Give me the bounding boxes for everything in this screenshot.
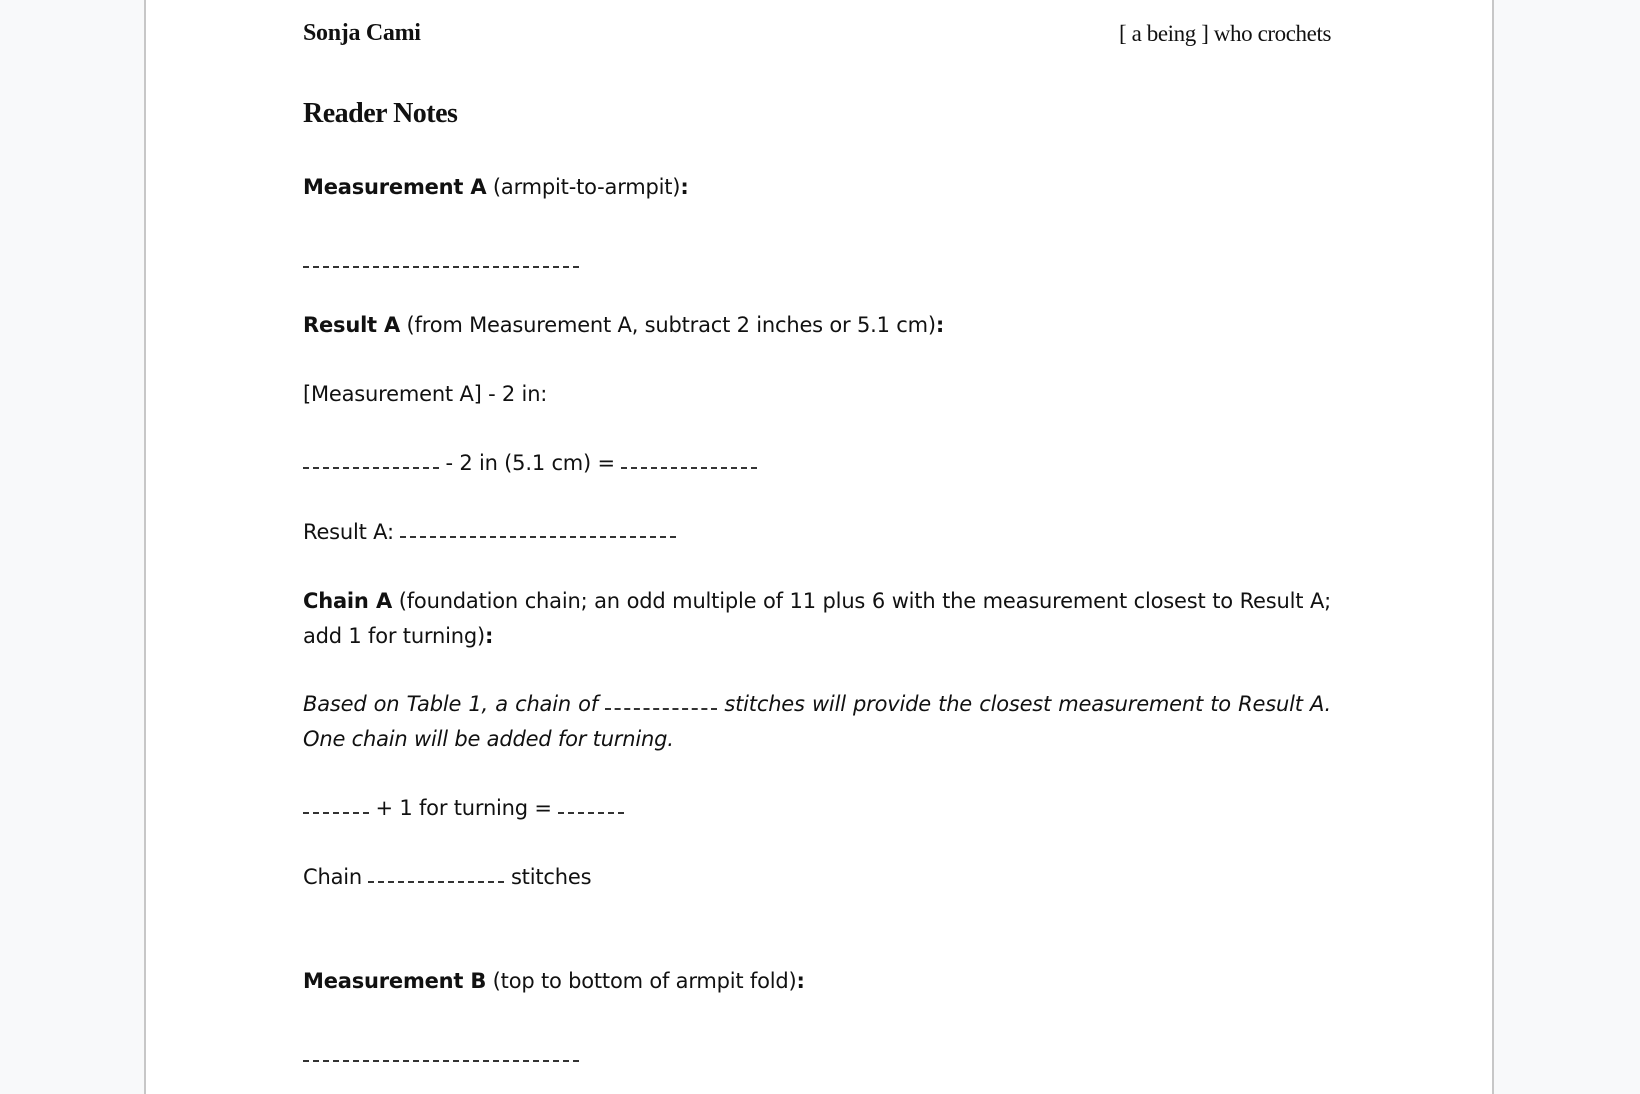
result-a-label: Result A	[303, 313, 401, 337]
measurement-a-label: Measurement A	[303, 175, 487, 199]
measurement-b-field-row	[303, 1039, 1331, 1074]
chain-a-desc: (foundation chain; an odd multiple of 11 plus 6 with the measurement closest to Result A; add 1 for turning)	[303, 589, 1331, 648]
measurement-b-blank[interactable]	[303, 1060, 579, 1062]
formula-mid-text: - 2 in (5.1 cm) =	[439, 451, 622, 475]
turning-row	[303, 791, 1331, 826]
chain-a-heading	[303, 584, 1331, 654]
turning-output-blank[interactable]	[558, 812, 624, 814]
chain-a-colon: :	[484, 624, 494, 648]
measurement-a-desc: (armpit-to-armpit)	[486, 175, 681, 199]
chain-a-note	[303, 687, 1331, 757]
turning-mid-text: + 1 for turning =	[369, 796, 559, 820]
formula-input-blank[interactable]	[303, 467, 439, 469]
header-author: Sonja Cami	[303, 20, 421, 46]
result-a-row	[303, 515, 1331, 550]
chain-note-before: Based on Table 1, a chain of	[303, 692, 606, 716]
chain-note-after: stitches will provide the closest measurement to Result A. One chain will be added for turning.	[303, 692, 1331, 751]
page-title: Reader Notes	[303, 98, 458, 129]
turning-input-blank[interactable]	[303, 812, 369, 814]
result-a-colon: :	[935, 313, 945, 337]
measurement-b-desc: (top to bottom of armpit fold)	[486, 969, 797, 993]
result-a-blank[interactable]	[400, 536, 676, 538]
chain-table-blank[interactable]	[605, 708, 717, 710]
measurement-a-blank[interactable]	[303, 266, 579, 268]
measurement-a-field-row	[303, 245, 1331, 280]
measurement-b-colon: :	[796, 969, 805, 993]
chain-total-row	[303, 860, 1331, 895]
result-a-formula-row	[303, 446, 1331, 481]
formula-output-blank[interactable]	[621, 467, 757, 469]
result-a-heading	[303, 308, 1331, 343]
measurement-a-colon: :	[680, 175, 689, 199]
chain-prefix: Chain	[303, 865, 369, 889]
chain-suffix: stitches	[504, 865, 592, 889]
chain-a-label: Chain A	[303, 589, 393, 613]
measurement-a-heading	[303, 170, 1331, 205]
chain-total-blank[interactable]	[368, 881, 504, 883]
result-a-row-label: Result A:	[303, 520, 401, 544]
measurement-b-label: Measurement B	[303, 969, 487, 993]
header-tagline: [ a being ] who crochets	[1118, 21, 1331, 46]
result-a-formula-label: [Measurement A] - 2 in:	[303, 382, 548, 406]
measurement-b-heading	[303, 964, 1331, 999]
result-a-desc: (from Measurement A, subtract 2 inches or 5.1 cm)	[400, 313, 936, 337]
